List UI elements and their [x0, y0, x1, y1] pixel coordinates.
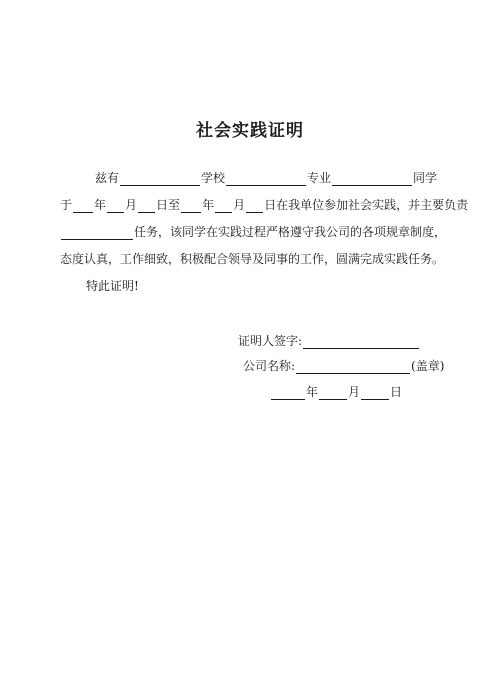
school-blank [120, 172, 200, 186]
company-blank [296, 360, 410, 374]
paragraph-line-3 [60, 224, 446, 240]
sign-day-blank [361, 386, 389, 400]
company-label: 公司名称: [243, 359, 296, 373]
company-line [243, 358, 444, 374]
text-major: 专业 [307, 171, 332, 185]
text-school: 学校 [201, 171, 226, 185]
paragraph-line-1 [95, 170, 437, 186]
date-line [270, 384, 402, 400]
text-classmate: 同学 [413, 171, 438, 185]
text-task-rules: 任务，该同学在实践过程严格遵守我公司的各项规章制度， [134, 225, 447, 239]
text-zi-you: 兹有 [95, 171, 120, 185]
text-hereby-certify: 特此证明! [86, 279, 139, 293]
text-year-1: 年 [94, 198, 107, 212]
text-sign-day: 日 [390, 385, 403, 399]
text-month-1: 月 [125, 198, 138, 212]
major-blank [226, 172, 306, 186]
text-sign-month: 月 [348, 385, 361, 399]
stamp-label: (盖章) [411, 359, 445, 373]
text-month-2: 月 [233, 198, 246, 212]
text-attitude: 态度认真，工作细致，积极配合领导及同事的工作，圆满完成实践任务。 [60, 252, 445, 266]
signer-label: 证明人签字: [238, 334, 303, 348]
paragraph-line-5 [86, 278, 139, 294]
end-month-blank [215, 199, 232, 213]
text-yu: 于 [60, 198, 73, 212]
paragraph-line-2 [60, 197, 468, 213]
start-year-blank [73, 199, 93, 213]
end-day-blank [246, 199, 263, 213]
sign-year-blank [271, 386, 305, 400]
signer-blank [303, 335, 419, 349]
sign-month-blank [319, 386, 347, 400]
paragraph-line-4 [60, 251, 444, 267]
document-title: 社会实践证明 [196, 121, 304, 141]
text-year-2: 年 [202, 198, 215, 212]
start-day-blank [138, 199, 155, 213]
start-month-blank [107, 199, 124, 213]
student-name-blank [332, 172, 412, 186]
text-practice-duty: 日在我单位参加社会实践，并主要负责 [264, 198, 469, 212]
text-day-to: 日至 [156, 198, 181, 212]
task-blank [61, 226, 133, 240]
signer-line [238, 333, 420, 349]
end-year-blank [181, 199, 201, 213]
text-sign-year: 年 [306, 385, 319, 399]
